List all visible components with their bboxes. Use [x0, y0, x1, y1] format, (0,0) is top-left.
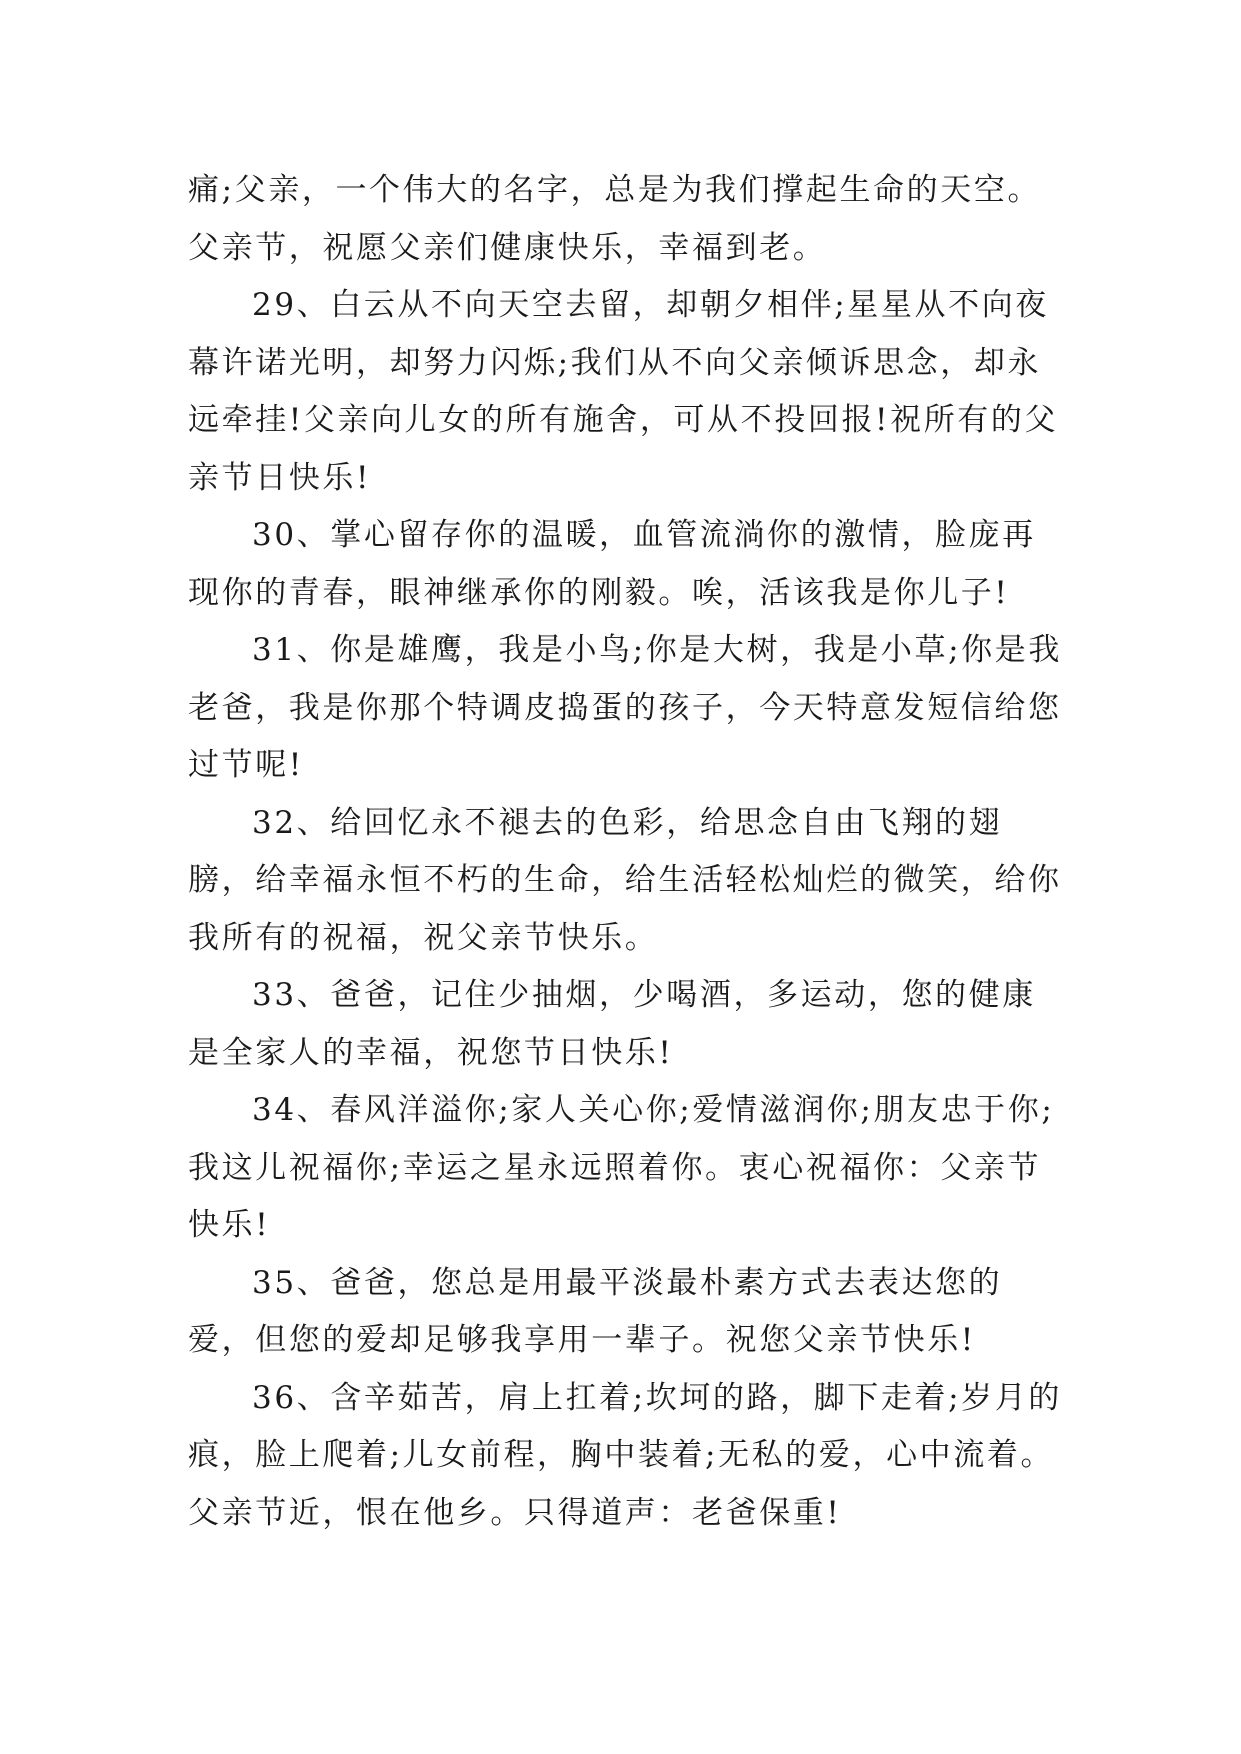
paragraph-32: 32、给回忆永不褪去的色彩，给思念自由飞翔的翅膀，给幸福永恒不朽的生命，给生活轻松灿烂的微笑，给你我所有的祝福，祝父亲节快乐。	[188, 804, 1062, 956]
paragraph-33: 33、爸爸，记住少抽烟，少喝酒，多运动，您的健康是全家人的幸福，祝您节日快乐!	[188, 977, 1036, 1071]
document-body	[188, 162, 1068, 1542]
paragraph-31: 31、你是雄鹰，我是小鸟;你是大树，我是小草;你是我老爸，我是你那个特调皮捣蛋的孩子，今天特意发短信给您过节呢!	[188, 632, 1062, 783]
paragraph-continuation: 痛;父亲，一个伟大的名字，总是为我们撑起生命的天空。父亲节，祝愿父亲们健康快乐，幸福到老。	[188, 172, 1042, 266]
paragraph-34: 34、春风洋溢你;家人关心你;爱情滋润你;朋友忠于你;我这儿祝福你;幸运之星永远照着你。衷心祝福你：父亲节快乐!	[188, 1092, 1055, 1243]
paragraph-29: 29、白云从不向天空去留，却朝夕相伴;星星从不向夜幕许诺光明，却努力闪烁;我们从不向父亲倾诉思念，却永远牵挂!父亲向儿女的所有施舍，可从不投回报!祝所有的父亲节日快乐!	[188, 287, 1059, 496]
paragraph-35: 35、爸爸，您总是用最平淡最朴素方式去表达您的爱，但您的爱却足够我享用一辈子。祝您父亲节快乐!	[188, 1264, 1003, 1358]
paragraph-30: 30、掌心留存你的温暖，血管流淌你的激情，脸庞再现你的青春，眼神继承你的刚毅。唉，活该我是你儿子!	[188, 517, 1036, 611]
paragraph-36: 36、含辛茹苦，肩上扛着;坎坷的路，脚下走着;岁月的痕，脸上爬着;儿女前程，胸中装着;无私的爱，心中流着。父亲节近，恨在他乡。只得道声：老爸保重!	[188, 1379, 1062, 1531]
